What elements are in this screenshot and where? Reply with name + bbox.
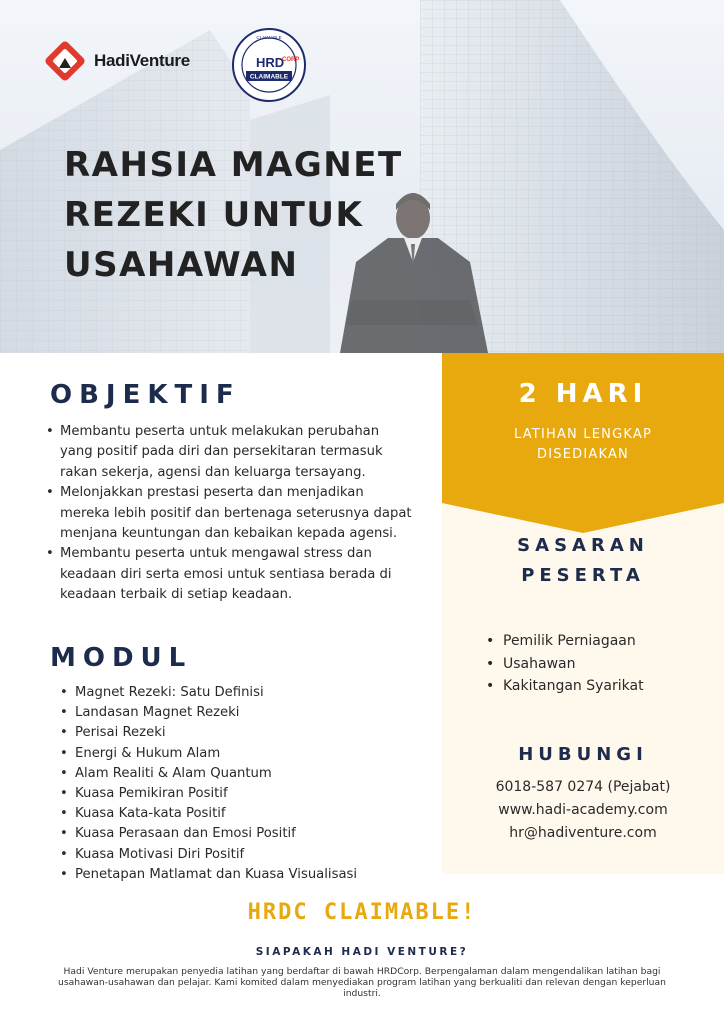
phone-number[interactable]: 6018-587 0274 (Pejabat) [495,779,671,795]
list-item: • Alam Realiti & Alam Quantum [58,764,398,784]
seal-ring-text: CLAIMABLE [256,35,282,40]
duration-days: 2 HARI [518,379,648,409]
website-link[interactable]: www.hadi-academy.com [498,802,668,818]
sasaran-heading [442,531,724,591]
list-item: • Magnet Rezeki: Satu Definisi [58,683,398,703]
sasaran-heading-line-1: SASARAN [517,535,649,556]
about-heading: SIAPAKAH HADI VENTURE? [255,946,469,958]
list-item: • Pemilik Perniagaan [486,630,644,653]
hero-banner [0,0,724,353]
title-line-3: USAHAWAN [64,245,299,285]
email-link[interactable]: hr@hadiventure.com [509,825,657,841]
list-item: • Membantu peserta untuk melakukan perubahan yang positif pada diri dan persekitaran termasuk rakan sekerja, agensi dan keluarga tersayang. [44,422,414,483]
list-item: • Kakitangan Syarikat [486,675,644,698]
list-item: • Usahawan [486,653,644,676]
list-item: • Energi & Hukum Alam [58,744,398,764]
list-item: • Kuasa Kata-kata Positif [58,804,398,824]
objektif-heading: OBJEKTIF [50,380,241,410]
list-item: • Perisai Rezeki [58,723,398,743]
hubungi-heading: HUBUNGI [518,744,648,765]
list-item: • Melonjakkan prestasi peserta dan menjadikan mereka lebih positif dan bertenaga seterusnya dapat menjana keuntungan dan kebaikan kepada agensi. [44,483,414,544]
duration-subtitle: LATIHAN LENGKAP DISEDIAKAN [513,427,652,462]
seal-badge: CLAIMABLE [249,73,289,81]
list-item: • Landasan Magnet Rezeki [58,703,398,723]
modul-heading: MODUL [50,643,193,673]
seal-brand: HRD [256,55,285,70]
list-item: • Kuasa Motivasi Diri Positif [58,845,398,865]
objektif-list [44,422,414,606]
hadiventure-logo [42,38,190,84]
list-item: • Kuasa Perasaan dan Emosi Positif [58,824,398,844]
info-panel [442,353,724,874]
modul-list [58,683,398,885]
title-line-2: REZEKI UNTUK [64,195,364,235]
list-item: • Penetapan Matlamat dan Kuasa Visualisasi [58,865,398,885]
title-line-1: RAHSIA MAGNET [64,145,403,185]
sasaran-heading-line-2: PESERTA [521,565,645,586]
page-title [64,140,444,290]
seal-corp: CORP [282,57,300,63]
sasaran-list [486,630,644,698]
hadiventure-logo-icon [42,38,88,84]
hrdc-claimable-banner: HRDC CLAIMABLE! [247,900,477,925]
hrdcorp-claimable-seal-icon [231,27,307,103]
list-item: • Kuasa Pemikiran Positif [58,784,398,804]
list-item: • Membantu peserta untuk mengawal stress dan keadaan diri serta emosi untuk sentiasa berada di keadaan terbaik di setiap keadaan. [44,544,414,605]
contact-info [442,776,724,845]
logo-text: HadiVenture [94,51,190,70]
about-text: Hadi Venture merupakan penyedia latihan yang berdaftar di bawah HRDCorp. Berpengalaman dalam mengendalikan latihan bagi usahawan-usahawan dan pelajar. Kami komited dalam menyediakan program latihan yang berkualiti dan relevan dengan keperluan industri. [58,966,666,999]
